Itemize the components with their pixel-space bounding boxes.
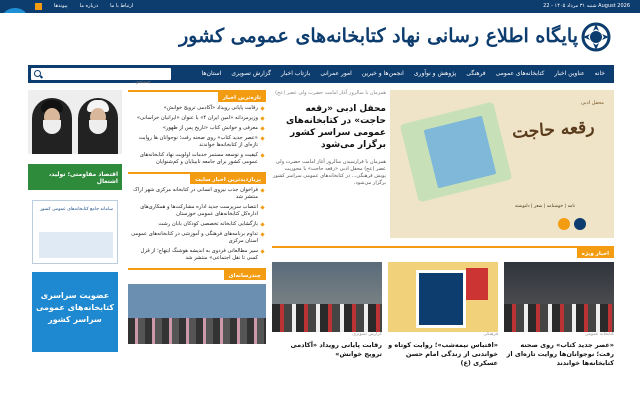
- popular-news-list: [128, 184, 266, 268]
- list-item[interactable]: رقابت پایانی رویداد «آکادمی ترویج خوانش»: [130, 105, 264, 112]
- latest-news-list: [128, 102, 266, 172]
- nav-reflection[interactable]: بازتاب اخبار: [280, 70, 311, 77]
- list-item[interactable]: «عصر جدید کتاب» روی صحنه رفت؛ نوجوانان ها روایت تازه‌ای از کتابخانه‌ها خواندند: [130, 135, 264, 149]
- list-item[interactable]: بازگشایی کتابخانه تخصصی کودکان بابان رشت: [130, 221, 264, 228]
- search-input[interactable]: [31, 76, 151, 88]
- nav-photo-report[interactable]: گزارش تصویری: [231, 70, 271, 77]
- list-item[interactable]: کیفیت و توسعه مستمر خدمات اولویت نهاد کتابخانه‌های عمومی کشور برای جامعه نابینایان و کم‌شنوایان: [130, 152, 264, 166]
- latest-news-header: تازه‌ترین اخبار: [128, 90, 266, 102]
- nav-provinces[interactable]: استان‌ها: [201, 70, 222, 77]
- banner-economy[interactable]: اقتصاد مقاومتی؛ تولید، اشتغال: [28, 164, 122, 190]
- hero-image[interactable]: محفل ادبی رقعه حاجت نامه | خوشنامه | شعر | دلنوشته: [390, 90, 614, 238]
- list-item[interactable]: معرفی و خوانش کتاب «تاریخ پس از ظهور»: [130, 125, 264, 132]
- top-links: [30, 0, 133, 13]
- top-bar: [0, 0, 640, 13]
- card-caption[interactable]: «عصر جدید کتاب» روی صحنه رفت؛ نوجوانان‌ها روایت تازه‌ای از کتابخانه‌ها خواندند: [506, 341, 614, 367]
- special-news-header: اخبار ویژه: [272, 246, 614, 258]
- search-box: [31, 68, 171, 80]
- hero-subtitle: همزمان با سالروز آغاز امامت حضرت ولی عصر (عج): [275, 90, 386, 96]
- news-card[interactable]: فرهنگی «اقتباس نیمه‌شب»؛ روایت کوتاه و خواندنی از زندگی امام حسن عسکری (ع): [388, 262, 498, 368]
- nav-research[interactable]: پژوهش و نوآوری: [413, 70, 457, 77]
- top-link-about[interactable]: درباره ما: [79, 3, 99, 9]
- leaders-image[interactable]: [28, 90, 122, 154]
- card-caption[interactable]: «اقتباس نیمه‌شب»؛ روایت کوتاه و خواندنی از زندگی امام حسن عسکری (ع): [388, 341, 498, 367]
- top-link-contact[interactable]: ارتباط با ما: [110, 3, 134, 9]
- logo-icon[interactable]: [580, 21, 612, 57]
- rss-icon[interactable]: [35, 3, 42, 10]
- popular-news-header: پربازدیدترین اخبار سایت: [128, 172, 266, 184]
- header: [0, 13, 640, 65]
- multimedia-photo[interactable]: [128, 284, 266, 344]
- left-sidebar: [28, 90, 122, 352]
- hero-text: [272, 90, 386, 187]
- nav-construction[interactable]: امور عمرانی: [320, 70, 352, 77]
- list-item[interactable]: انتصاب سرپرست جدید اداره مشارکت‌ها و همکاری‌های اداره‌کل کتابخانه‌های عمومی خوزستان: [130, 204, 264, 218]
- nav-headlines[interactable]: عناوین اخبار: [554, 70, 585, 77]
- main-nav: [28, 65, 614, 83]
- banner-membership[interactable]: عضویت سراسری کتابخانه‌های عمومی سراسر کشور: [32, 272, 118, 352]
- news-card[interactable]: کتابخانه عمومی «عصر جدید کتاب» روی صحنه رفت؛ نوجوانان‌ها روایت تازه‌ای از کتابخانه‌ها خواندند: [504, 262, 614, 368]
- nav-culture[interactable]: فرهنگی: [466, 70, 486, 77]
- card-image[interactable]: [272, 262, 382, 332]
- date-display: شنبه ۳۱ مرداد ۱۴۰۵ - 22 August 2026: [543, 3, 630, 9]
- hero-news: [272, 90, 614, 238]
- top-link-links[interactable]: پیوندها: [54, 3, 68, 9]
- card-image[interactable]: [504, 262, 614, 332]
- news-card[interactable]: گزارش تصویری رقابت پایانی رویداد «آکادمی ترویج خوانش»: [272, 262, 382, 368]
- list-item[interactable]: تداوم برنامه‌های فرهنگی و آموزشی در کتابخانه‌های عمومی استان مرکزی: [130, 231, 264, 245]
- special-news-cards: [272, 262, 614, 368]
- nav-associations[interactable]: انجمن‌ها و خیرین: [361, 70, 404, 77]
- nav-libraries[interactable]: کتابخانه‌های عمومی: [495, 70, 545, 77]
- nav-home[interactable]: خانه: [594, 70, 605, 77]
- multimedia-header: چندرسانه‌ای: [128, 268, 266, 280]
- card-caption[interactable]: رقابت پایانی رویداد «آکادمی ترویج خوانش»: [290, 341, 382, 358]
- banner-system[interactable]: سامانه جامع کتابخانه‌های عمومی کشور: [32, 200, 118, 264]
- search-icon[interactable]: [34, 70, 41, 77]
- main-content: [272, 90, 614, 368]
- site-title[interactable]: پایگاه اطلاع رسانی نهاد کتابخانه‌های عمومی کشور: [179, 25, 578, 47]
- hero-summary: همزمان با فرارسیدن سالروز آغاز امامت حضرت ولی عصر (عج) محفل ادبی «رقعه حاجت» با محوریت پویش فرهنگی... در کتابخانه‌های عمومی سراسر کشور برگزار می‌شود.: [272, 159, 386, 186]
- middle-column: [128, 90, 266, 344]
- list-item[interactable]: فراخوان جذب نیروی انسانی در کتابخانه مرکزی شهر اراک منتشر شد: [130, 187, 264, 201]
- card-image[interactable]: [388, 262, 498, 332]
- hero-title[interactable]: محفل ادبی «رقعه حاجت» در کتابخانه‌های عمومی سراسر کشور برگزار می‌شود: [286, 104, 386, 150]
- list-item[interactable]: وزیرمردانه «امین ایران ۴» با عنوان «ایرانیان خراسانی»: [130, 115, 264, 122]
- list-item[interactable]: سیر مطالعاتی فردوی به اندیشه هوشنگ ابتهاج؛ از قزل کسی تا نقل اجتماعی» منتشر شد: [130, 248, 264, 262]
